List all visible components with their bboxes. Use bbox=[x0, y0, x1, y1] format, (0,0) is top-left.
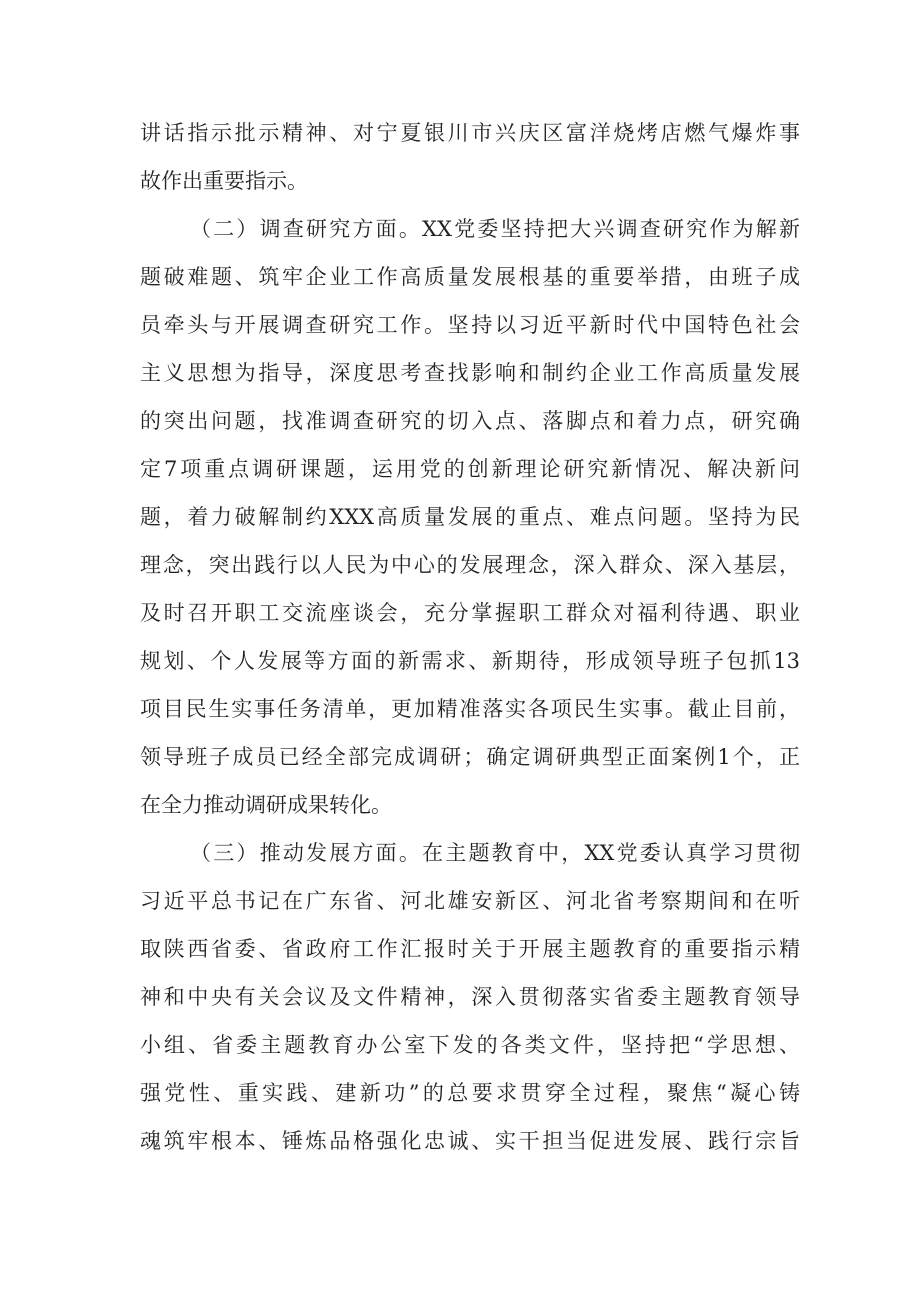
text-line: 主义思想为指导，深度思考查找影响和制约企业工作高质量发展 bbox=[140, 361, 800, 385]
paragraph-start-line: （三）推动发展方面。在主题教育中，XX党委认真学习贯彻 bbox=[190, 841, 800, 865]
text-line: 的突出问题，找准调查研究的切入点、落脚点和着力点，研究确 bbox=[140, 409, 800, 433]
text-line: 魂筑牢根本、锤炼品格强化忠诚、实干担当促进发展、践行宗旨 bbox=[140, 1129, 800, 1153]
text-line: 小组、省委主题教育办公室下发的各类文件，坚持把“学思想、 bbox=[140, 1033, 800, 1057]
text-line: 故作出重要指示。 bbox=[140, 169, 308, 193]
text-line: 项目民生实事任务清单，更加精准落实各项民生实事。截止目前， bbox=[140, 697, 800, 721]
text-line: 及时召开职工交流座谈会，充分掌握职工群众对福利待遇、职业 bbox=[140, 601, 800, 625]
text-line: 取陕西省委、省政府工作汇报时关于开展主题教育的重要指示精 bbox=[140, 937, 800, 961]
text-line: 在全力推动调研成果转化。 bbox=[140, 793, 392, 817]
text-line: 定7项重点调研课题，运用党的创新理论研究新情况、解决新问 bbox=[140, 457, 800, 481]
text-line: 规划、个人发展等方面的新需求、新期待，形成领导班子包抓13 bbox=[140, 649, 800, 673]
text-line: 神和中央有关会议及文件精神，深入贯彻落实省委主题教育领导 bbox=[140, 985, 800, 1009]
text-line: 员牵头与开展调查研究工作。坚持以习近平新时代中国特色社会 bbox=[140, 313, 800, 337]
text-line: 题破难题、筑牢企业工作高质量发展根基的重要举措，由班子成 bbox=[140, 265, 800, 289]
paragraph-start-line: （二）调查研究方面。XX党委坚持把大兴调查研究作为解新 bbox=[190, 217, 800, 241]
text-line: 强党性、重实践、建新功”的总要求贯穿全过程，聚焦“凝心铸 bbox=[140, 1081, 800, 1105]
text-line: 习近平总书记在广东省、河北雄安新区、河北省考察期间和在听 bbox=[140, 889, 800, 913]
text-line: 理念，突出践行以人民为中心的发展理念，深入群众、深入基层， bbox=[140, 553, 800, 577]
text-line: 讲话指示批示精神、对宁夏银川市兴庆区富洋烧烤店燃气爆炸事 bbox=[140, 121, 800, 145]
text-line: 领导班子成员已经全部完成调研；确定调研典型正面案例1个，正 bbox=[140, 745, 800, 769]
text-line: 题，着力破解制约XXX高质量发展的重点、难点问题。坚持为民 bbox=[140, 505, 800, 529]
